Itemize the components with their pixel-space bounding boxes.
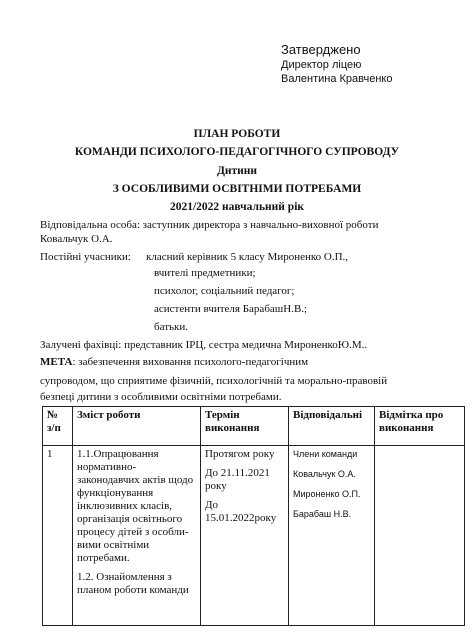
term-3: До 15.01.2022року (205, 499, 277, 524)
participant-5: батьки. (154, 321, 188, 333)
goal-text-1: : забезпечення виховання психолого-педагогічним (72, 356, 309, 368)
responsible-name: Ковальчук О.А. (40, 233, 113, 245)
goal-label: МЕТА (40, 356, 73, 368)
responsible-3: Мироненко О.П. (293, 489, 361, 499)
row-content (73, 446, 201, 626)
heading-line-2: КОМАНДИ ПСИХОЛОГО-ПЕДАГОГІЧНОГО СУПРОВОДУ (74, 146, 400, 158)
participants-label: Постійні учасники: (40, 251, 131, 263)
content-item-1-2: 1.2. Ознайомлення з планом роботи команди (77, 571, 189, 596)
goal-line-1 (40, 355, 460, 369)
involved-specialists: Залучені фахівці: представник ІРЦ, сестра медична МироненкоЮ.М.. (40, 339, 368, 351)
goal-line-3: безпеці дитини з особливими освітніми потребами. (40, 391, 282, 403)
heading-line-1: ПЛАН РОБОТИ (193, 128, 281, 140)
header-mark: Відмітка про виконання (375, 407, 465, 446)
header-responsible: Відповідальні (289, 407, 375, 446)
participant-3: психолог, соціальний педагог; (154, 285, 295, 297)
row-term (201, 446, 289, 626)
content-item-1-1: 1.1.Опрацювання нормативно-законодавчих актів щодо функціонування інклюзивних класів, організація освітнього процесу дітей з особли-вими освітніми потребами. (77, 448, 194, 564)
responsible-1: Члени команди (293, 449, 358, 459)
approval-position: Директор ліцею (281, 59, 362, 71)
responsible-2: Ковальчук О.А. (293, 469, 356, 479)
heading-line-5: 2021/2022 навчальний рік (169, 201, 305, 213)
row-mark (375, 446, 465, 626)
header-term: Термін виконання (201, 407, 289, 446)
row-responsible (289, 446, 375, 626)
responsible-person: Відповідальна особа: заступник директора з навчально-виховної роботи (40, 219, 379, 231)
row-number: 1 (43, 446, 73, 626)
approval-name: Валентина Кравченко (281, 73, 393, 85)
work-plan-table (42, 406, 465, 626)
table-row (43, 446, 465, 626)
header-number: № з/п (43, 407, 73, 446)
term-1: Протягом року (205, 448, 275, 460)
term-2: До 21.11.2021 року (205, 467, 270, 492)
responsible-4: Барабаш Н.В. (293, 509, 352, 519)
approval-title: Затверджено (281, 42, 361, 57)
goal-line-2: супроводом, що сприятиме фізичній, психологічній та морально-правовій (40, 375, 388, 387)
table-header-row (43, 407, 465, 446)
participant-4: асистенти вчителя БарабашН.В.; (154, 303, 308, 315)
header-content: Зміст роботи (73, 407, 201, 446)
heading-line-4: З ОСОБЛИВИМИ ОСВІТНІМИ ПОТРЕБАМИ (112, 183, 362, 195)
participant-1: класний керівник 5 класу Мироненко О.П., (146, 251, 349, 263)
heading-line-3: Дитини (216, 165, 258, 177)
approval-block (281, 42, 392, 86)
participant-2: вчителі предметники; (154, 267, 256, 279)
